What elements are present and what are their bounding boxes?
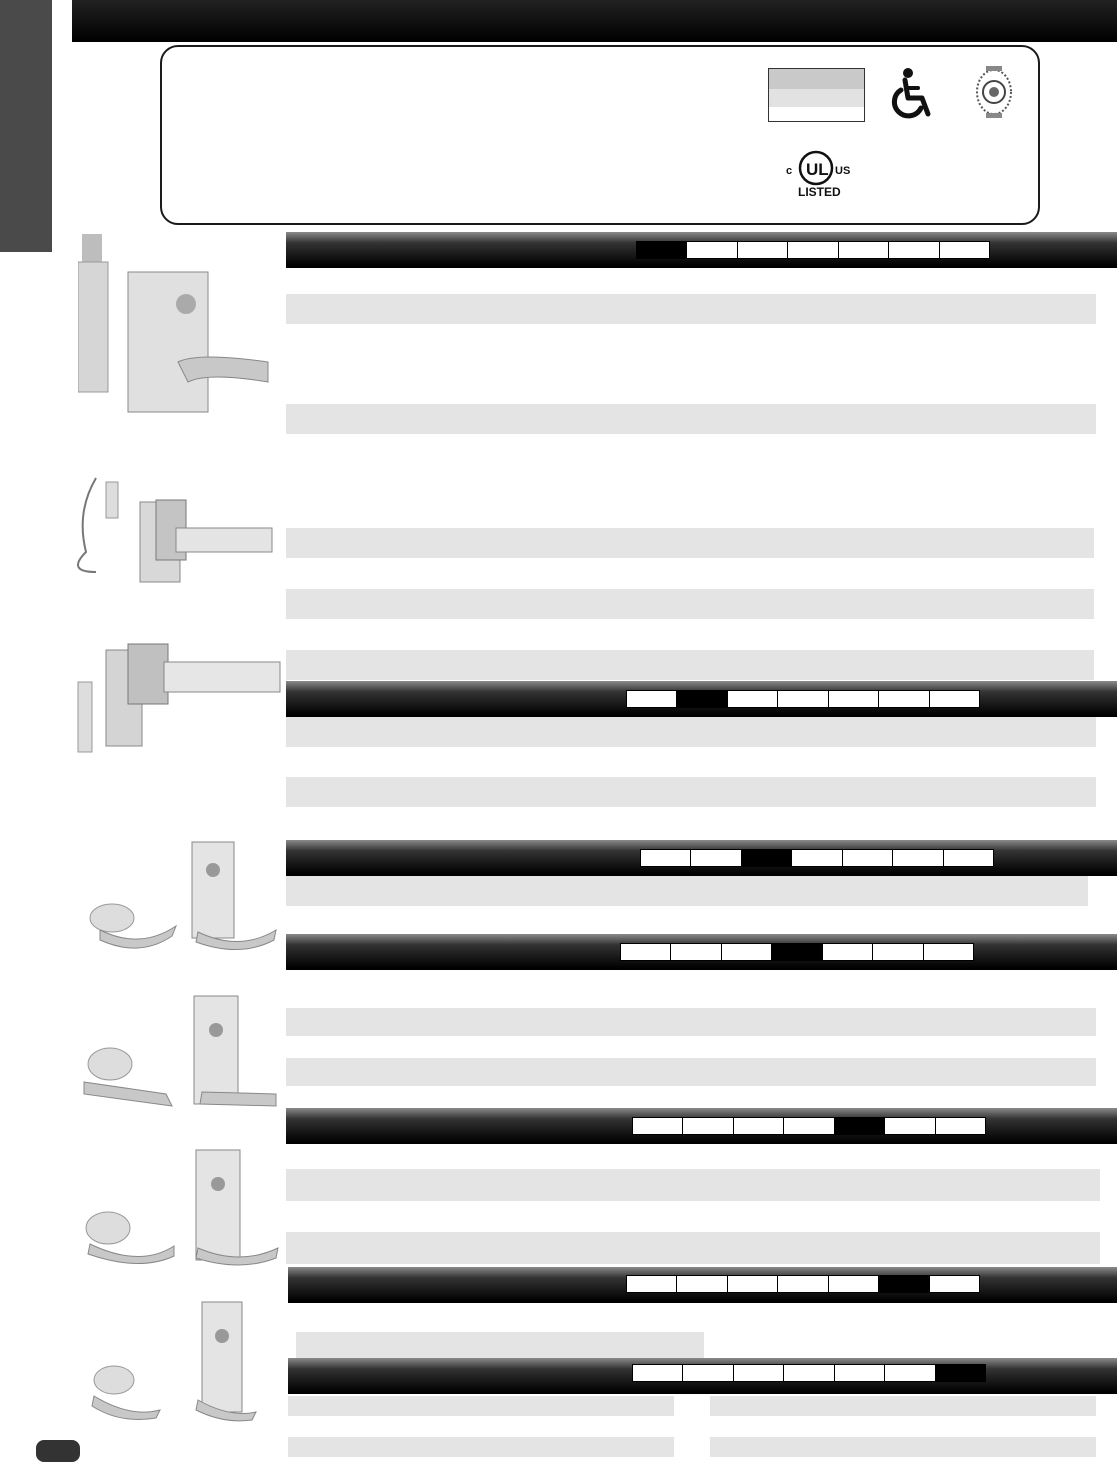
spec-row: [286, 876, 1088, 906]
exit-device-photo-1: [56, 472, 274, 584]
option-cell: [879, 691, 929, 707]
option-cell: [930, 691, 979, 707]
spec-row: [286, 589, 1094, 619]
option-cell: [784, 1118, 834, 1134]
option-selector-bar: [620, 943, 974, 961]
option-cell: [823, 944, 873, 960]
option-cell: [829, 1276, 879, 1292]
option-cell: [691, 850, 741, 866]
spec-row: [286, 294, 1096, 324]
option-cell: [889, 242, 939, 258]
spec-row: [710, 1437, 1096, 1457]
option-selector-bar: [632, 1364, 986, 1382]
option-cell: [683, 1118, 733, 1134]
option-cell: [677, 691, 727, 707]
chapter-side-tab: [0, 0, 52, 252]
option-cell: [627, 1276, 677, 1292]
option-cell: [930, 1276, 979, 1292]
spec-row: [296, 1332, 704, 1360]
option-cell: [835, 1118, 885, 1134]
option-selector-bar: [640, 849, 994, 867]
option-cell: [734, 1365, 784, 1381]
page-top-banner: [72, 0, 1117, 42]
page-number-tab: [36, 1440, 80, 1462]
exit-device-photo-2: [76, 636, 282, 754]
option-selector-bar: [626, 690, 980, 708]
mortise-lock-photo: [78, 232, 282, 422]
option-selector-bar: [636, 241, 990, 259]
option-cell: [671, 944, 721, 960]
option-cell: [687, 242, 737, 258]
option-cell: [722, 944, 772, 960]
spec-row: [286, 650, 1094, 680]
spec-row: [286, 1169, 1100, 1201]
ul-c-text: c: [786, 165, 793, 177]
option-cell: [742, 850, 792, 866]
option-cell: [893, 850, 943, 866]
spec-row: [286, 1232, 1100, 1264]
option-selector-bar: [626, 1275, 980, 1293]
spec-row: [710, 1396, 1096, 1416]
option-cell: [621, 944, 671, 960]
option-cell: [792, 850, 842, 866]
spec-row: [286, 528, 1094, 558]
ul-listed-icon: [784, 146, 854, 198]
sloped-lever-trim-photo: [80, 1300, 260, 1424]
option-cell: [839, 242, 889, 258]
spec-row: [286, 1008, 1096, 1036]
spec-row: [286, 777, 1096, 807]
option-cell: [944, 850, 993, 866]
option-cell: [873, 944, 923, 960]
option-cell: [885, 1118, 935, 1134]
option-cell: [728, 1276, 778, 1292]
option-cell: [778, 691, 828, 707]
wheelchair-accessibility-icon: [888, 66, 938, 122]
curved-lever-trim-photo: [80, 840, 278, 956]
option-cell: [677, 1276, 727, 1292]
option-cell: [835, 1365, 885, 1381]
option-cell: [843, 850, 893, 866]
option-cell: [885, 1365, 935, 1381]
spec-row: [288, 1396, 674, 1416]
option-cell: [683, 1365, 733, 1381]
option-cell: [940, 242, 989, 258]
ul-text: UL: [806, 160, 829, 179]
ul-us-text: US: [835, 165, 851, 177]
option-cell: [784, 1365, 834, 1381]
option-cell: [788, 242, 838, 258]
option-cell: [829, 691, 879, 707]
spec-row: [288, 1437, 674, 1457]
spec-row: [286, 717, 1096, 747]
option-cell: [633, 1118, 683, 1134]
straight-lever-trim-photo: [80, 994, 280, 1114]
option-cell: [633, 1365, 683, 1381]
option-cell: [924, 944, 973, 960]
option-selector-bar: [632, 1117, 986, 1135]
tubular-lever-trim-photo: [80, 1148, 280, 1272]
spec-row: [286, 1058, 1096, 1086]
certification-seal-icon: [972, 64, 1016, 120]
option-cell: [637, 242, 687, 258]
option-cell: [641, 850, 691, 866]
option-cell: [936, 1118, 985, 1134]
option-cell: [772, 944, 822, 960]
option-cell: [627, 691, 677, 707]
spec-row: [286, 404, 1096, 434]
grade-rating-box: [768, 68, 865, 122]
option-cell: [778, 1276, 828, 1292]
ul-listed-text: LISTED: [798, 185, 841, 198]
option-cell: [738, 242, 788, 258]
option-cell: [728, 691, 778, 707]
option-cell: [936, 1365, 985, 1381]
option-cell: [879, 1276, 929, 1292]
option-cell: [734, 1118, 784, 1134]
